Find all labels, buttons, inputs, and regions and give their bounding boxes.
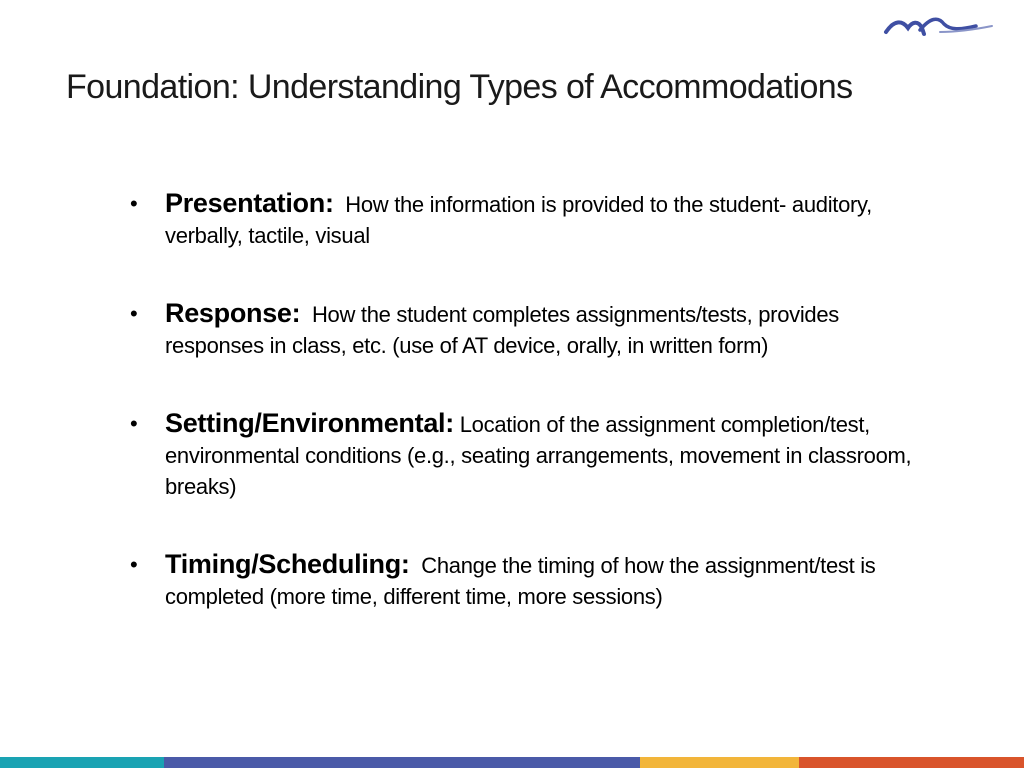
footer-bar-segment-blue [164, 757, 640, 768]
bullet-description: How the student completes assignments/tests, provides responses in class, etc. (use of AT device, orally, in written form) [165, 302, 840, 358]
bullet-timing-scheduling [130, 549, 930, 612]
bullet-dot-icon: • [130, 552, 138, 577]
bullet-dot-icon: • [130, 191, 138, 216]
bullet-presentation [130, 188, 930, 251]
bullet-term: Setting/Environmental: [165, 408, 454, 438]
footer-bar-segment-red [799, 757, 1024, 768]
mountain-wave-logo-icon [880, 8, 1000, 42]
bullet-list [130, 188, 930, 659]
bullet-term: Timing/Scheduling: [165, 549, 410, 579]
bullet-dot-icon: • [130, 411, 138, 436]
footer-color-bar [0, 757, 1024, 768]
bullet-dot-icon: • [130, 301, 138, 326]
bullet-setting-environmental [130, 408, 930, 502]
bullet-term: Presentation: [165, 188, 334, 218]
slide-title: Foundation: Understanding Types of Accommodations [66, 68, 853, 106]
footer-bar-segment-teal [0, 757, 164, 768]
bullet-description: Change the timing of how the assignment/test is completed (more time, different time, more sessions) [165, 553, 876, 609]
bullet-description: How the information is provided to the student- auditory, verbally, tactile, visual [165, 192, 872, 248]
bullet-response [130, 298, 930, 361]
footer-bar-segment-gold [640, 757, 799, 768]
bullet-description: Location of the assignment completion/test, environmental conditions (e.g., seating arrangements, movement in classroom, breaks) [165, 412, 912, 499]
bullet-term: Response: [165, 298, 301, 328]
